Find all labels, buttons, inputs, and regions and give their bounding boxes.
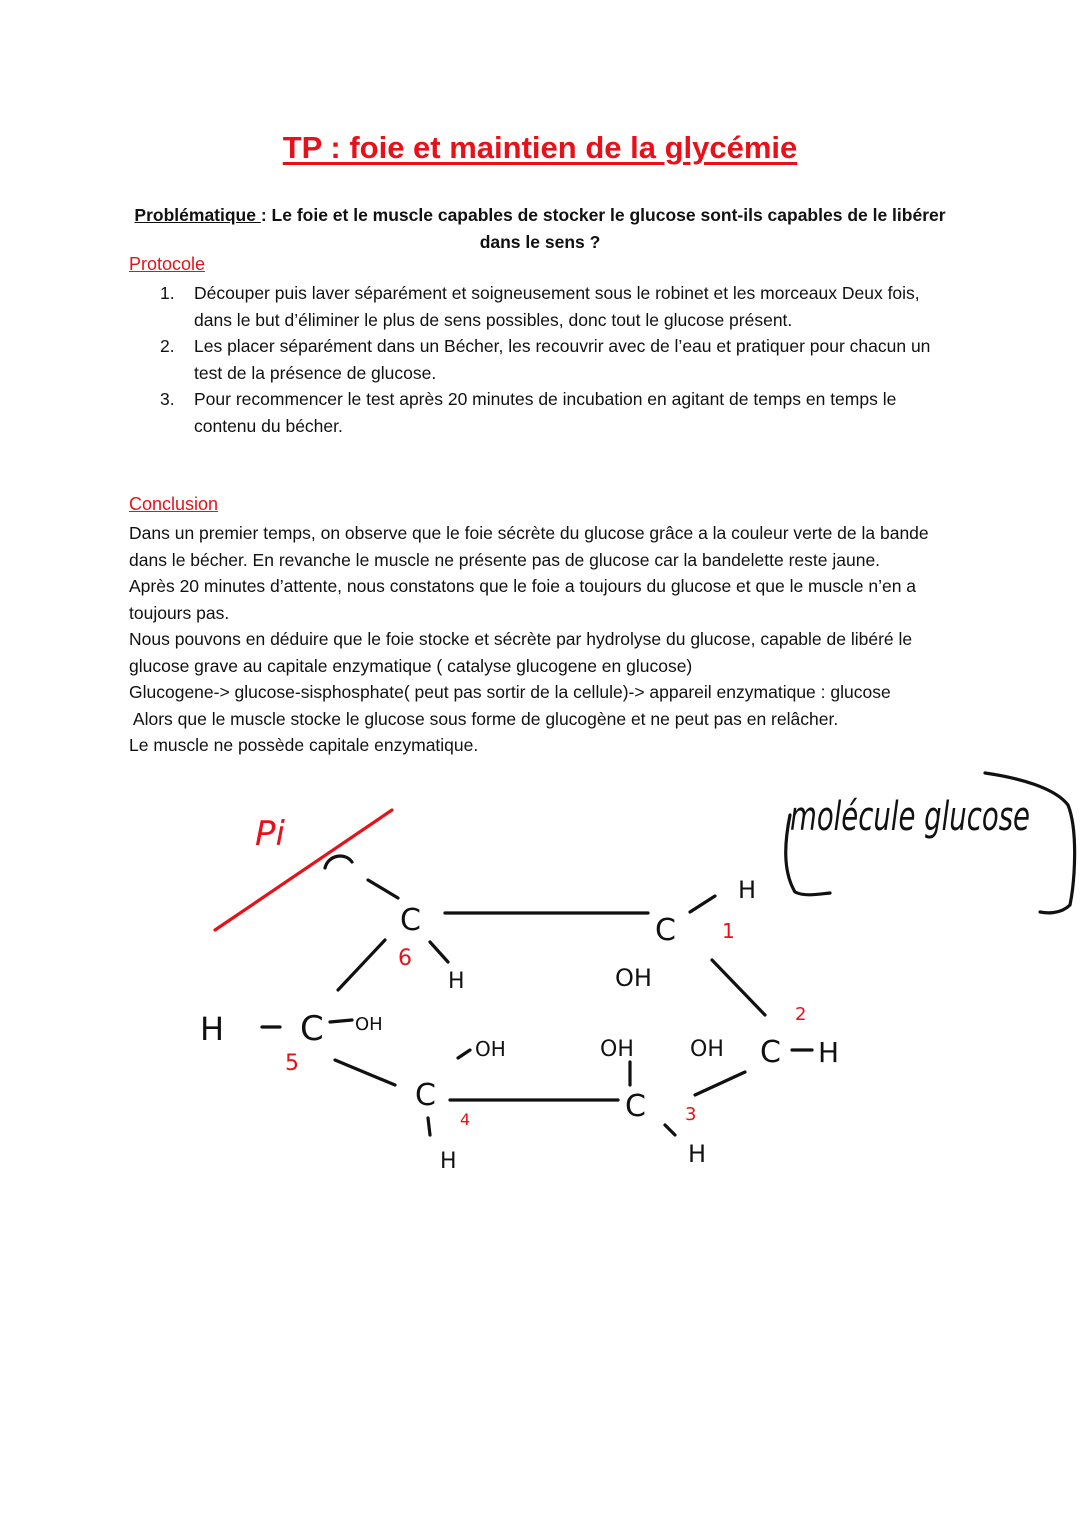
protocol-heading: Protocole <box>129 254 206 274</box>
carbon-number-5: 5 <box>285 1051 299 1076</box>
protocol-list <box>160 280 960 439</box>
hydroxyl-label: OH <box>600 1037 634 1062</box>
conclusion-paragraph: Le muscle ne possède capitale enzymatique. <box>129 735 479 755</box>
carbon-number-1: 1 <box>722 919 735 943</box>
page-title: TP : foie et maintien de la glycémie <box>282 130 798 165</box>
step-number: 3. <box>160 389 175 409</box>
carbon-4-label: C <box>415 1078 436 1113</box>
step-number: 2. <box>160 336 175 356</box>
bond-line <box>335 1060 395 1085</box>
phosphate-label: Pi <box>255 814 285 854</box>
hydroxyl-label: OH <box>690 1037 724 1062</box>
protocol-step <box>160 386 960 439</box>
step-number: 1. <box>160 283 175 303</box>
step-text: Les placer séparément dans un Bécher, les recouvrir avec de l’eau et pratiquer pour chacun un test de la présence de glucose. <box>194 336 931 383</box>
carbon-number-3: 3 <box>685 1104 697 1125</box>
carbon-number-4: 4 <box>460 1110 471 1129</box>
conclusion-paragraph: Alors que le muscle stocke le glucose sous forme de glucogène et ne peut pas en relâcher. <box>129 708 839 729</box>
hydrogen-label: H <box>448 969 465 994</box>
bond-line <box>338 940 385 990</box>
carbon-number-2: 2 <box>795 1004 807 1025</box>
step-text: Découper puis laver séparément et soigneusement sous le robinet et les morceaux Deux fois, dans le but d’éliminer le plus de sens possibles, donc tout le glucose présent. <box>194 283 920 330</box>
bond-line <box>665 1125 675 1135</box>
conclusion-paragraph: Glucogene-> glucose-sisphosphate( peut pas sortir de la cellule)-> appareil enzymatique : glucose <box>129 682 891 702</box>
carbon-5-label: C <box>300 1009 324 1049</box>
carbon-3-label: C <box>625 1089 646 1124</box>
carbon-number-6: 6 <box>398 946 412 971</box>
oxygen-mark <box>325 856 352 868</box>
bond-line <box>330 1020 352 1022</box>
bond-line <box>430 942 448 962</box>
carbon-6-label: C <box>400 903 421 938</box>
bond-line <box>695 1072 745 1095</box>
phosphate-slash <box>215 810 392 930</box>
bond-line <box>712 960 765 1015</box>
hydrogen-label: H <box>688 1140 707 1168</box>
conclusion-paragraph: Après 20 minutes d’attente, nous constatons que le foie a toujours du glucose et que le muscle n’en a toujours pas. <box>129 576 917 623</box>
bond-line <box>458 1050 470 1058</box>
hydroxyl-label: OH <box>475 1037 506 1061</box>
carbon-2-label: C <box>760 1035 781 1070</box>
step-text: Pour recommencer le test après 20 minutes de incubation en agitant de temps en temps le contenu du bécher. <box>194 389 897 436</box>
hydrogen-label: H <box>440 1149 457 1174</box>
conclusion-heading: Conclusion <box>129 494 219 514</box>
conclusion-paragraph: Nous pouvons en déduire que le foie stocke et sécrète par hydrolyse du glucose, capable de libéré le glucose grave au capitale enzymatique ( catalyse glucogene en glucose) <box>129 629 913 676</box>
hydroxyl-label: OH <box>355 1014 383 1035</box>
protocol-step <box>160 333 960 386</box>
problem-text: : Le foie et le muscle capables de stocker le glucose sont-ils capables de le libérer dans le sens ? <box>260 205 946 252</box>
problem-label: Problématique <box>134 205 261 225</box>
protocol-step <box>160 280 960 333</box>
carbon-1-label: C <box>655 913 676 948</box>
conclusion-paragraph: Dans un premier temps, on observe que le foie sécrète du glucose grâce a la couleur verte de la bande dans le bécher. En revanche le muscle ne présente pas de glucose car la bandelette reste jaune. <box>129 523 929 570</box>
caption-handwriting: molécule glucose <box>790 794 1030 840</box>
hydrogen-label: H <box>200 1010 225 1048</box>
bond-line <box>428 1118 430 1135</box>
hydroxyl-label: OH <box>615 964 652 992</box>
hydrogen-label: H <box>818 1036 840 1069</box>
bond-line <box>368 880 398 898</box>
bond-line <box>690 896 715 912</box>
problem-statement <box>120 202 960 256</box>
glucose-molecule-sketch <box>0 760 1080 1220</box>
hydrogen-label: H <box>738 876 757 904</box>
conclusion-body <box>129 520 959 759</box>
